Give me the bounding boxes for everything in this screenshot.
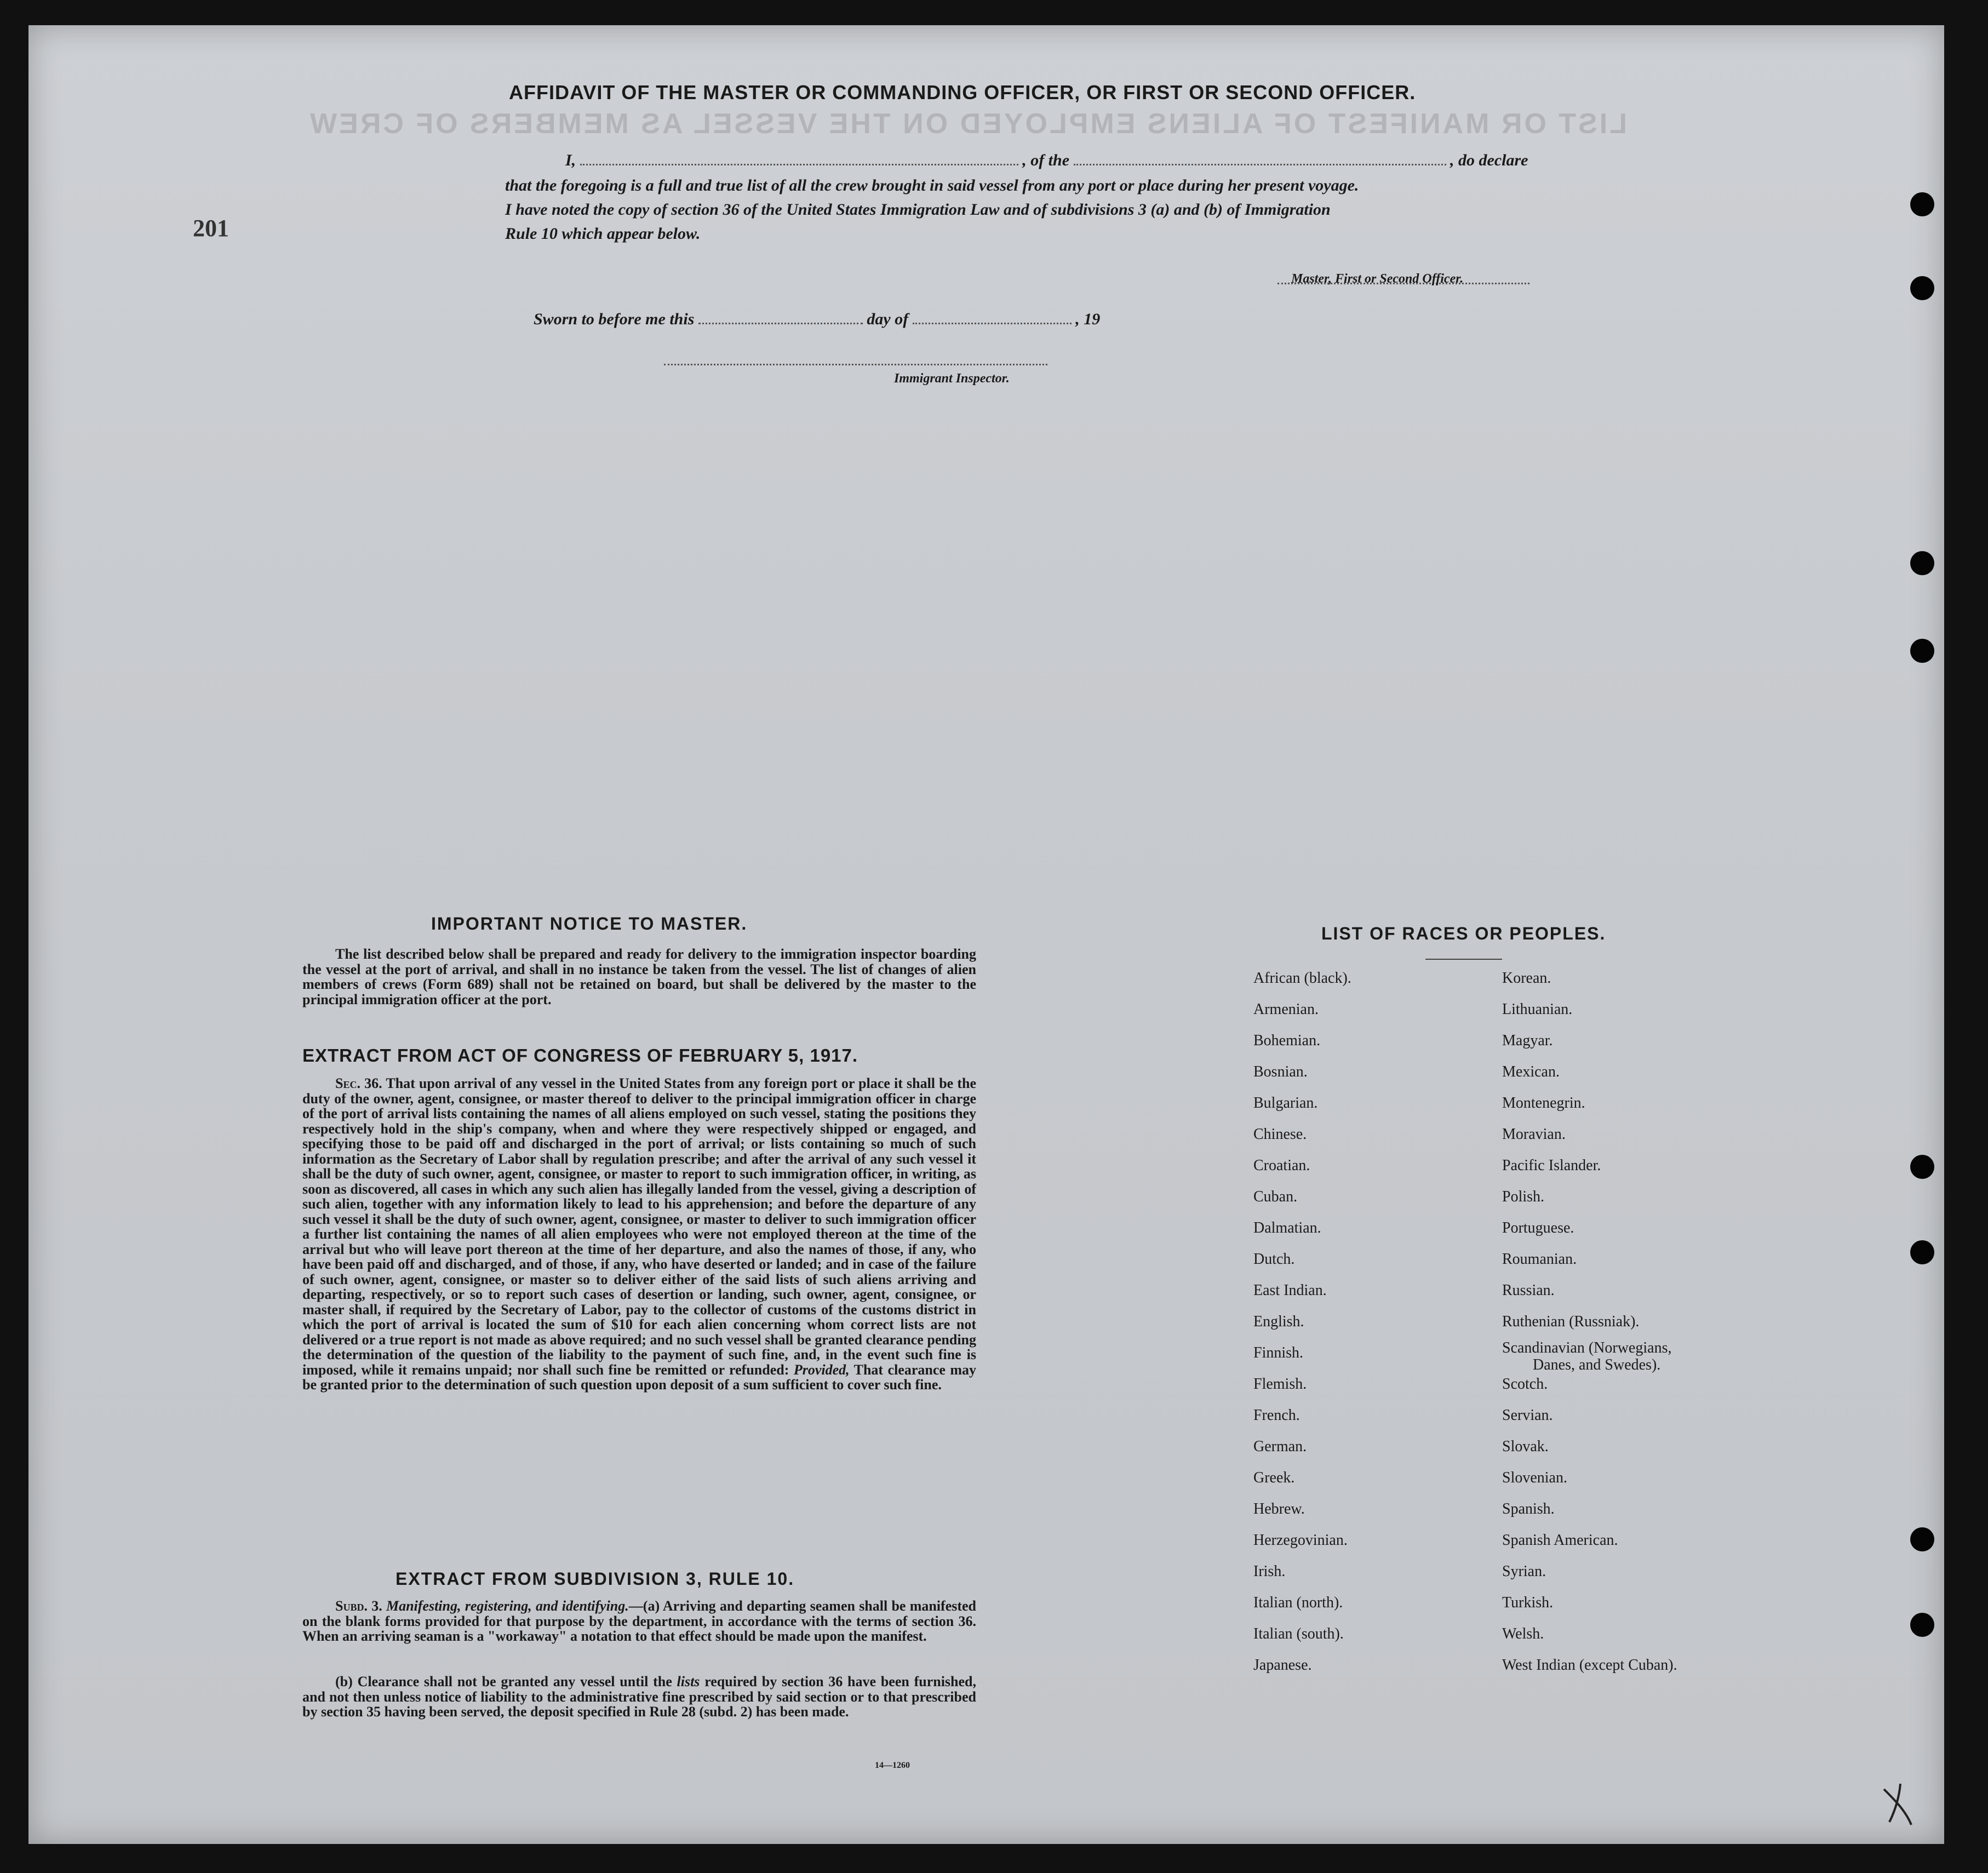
punch-hole	[1910, 1527, 1934, 1551]
race-item: East Indian.	[1253, 1282, 1327, 1299]
affidavit-line-2: that the foregoing is a full and true list of all the crew brought in said vessel from any port or place during her present voyage.	[505, 176, 1359, 194]
rule-extract-title: EXTRACT FROM SUBDIVISION 3, RULE 10.	[396, 1569, 795, 1589]
act-extract-body	[302, 1076, 976, 1393]
punch-hole	[1910, 192, 1934, 216]
race-item-continued: Danes, and Swedes).	[1533, 1356, 1661, 1373]
race-item: Flemish.	[1253, 1376, 1307, 1393]
para-a-text: —(a) Arriving and departing seamen shall be manifested on the blank forms provided for that purpose by the department, in accordance with the terms of section 36. When an arriving seaman is a "workaway" a notation to that effect should be made upon the manifest.	[302, 1598, 977, 1644]
day-blank	[698, 323, 863, 324]
sworn-line	[534, 310, 1100, 329]
race-item: Scandinavian (Norwegians,	[1502, 1339, 1672, 1356]
race-item: Bosnian.	[1253, 1063, 1308, 1080]
race-item: Ruthenian (Russniak).	[1502, 1313, 1640, 1330]
race-item: Spanish.	[1502, 1500, 1555, 1517]
month-blank	[913, 323, 1072, 324]
races-title-rule	[1425, 959, 1502, 960]
inspector-signature-line	[664, 364, 1047, 365]
provided-word: Provided,	[793, 1361, 850, 1378]
race-item: Chinese.	[1253, 1126, 1307, 1143]
pencil-mark-icon	[1878, 1778, 1922, 1828]
form-code: 14—1260	[875, 1761, 910, 1770]
rule-para-b	[302, 1674, 976, 1720]
race-item: English.	[1253, 1313, 1304, 1330]
inspector-label: Immigrant Inspector.	[894, 371, 1010, 386]
race-item: Finnish.	[1253, 1344, 1304, 1361]
margin-number: 201	[193, 215, 229, 242]
race-item: Servian.	[1502, 1407, 1553, 1424]
race-item: Italian (north).	[1253, 1594, 1343, 1611]
para-b-end: required by section 36 have been furnished, and not then unless notice of liability to the administrative fine prescribed by said section or to that prescribed by section 35 having been served, the deposit specified in Rule 28 (subd. 2) has been made.	[302, 1674, 976, 1720]
race-item: African (black).	[1253, 970, 1351, 987]
race-item: Slovak.	[1502, 1438, 1549, 1455]
race-item: Bulgarian.	[1253, 1095, 1318, 1112]
race-item: German.	[1253, 1438, 1307, 1455]
races-title: LIST OF RACES OR PEOPLES.	[1321, 924, 1606, 943]
race-item: Mexican.	[1502, 1063, 1560, 1080]
affidavit-line-1	[565, 151, 1528, 170]
race-item: Polish.	[1502, 1188, 1545, 1205]
para-b-start: (b) Clearance shall not be granted any vessel until the	[335, 1674, 672, 1689]
race-item: Cuban.	[1253, 1188, 1298, 1205]
section-text: That upon arrival of any vessel in the United States from any foreign port or place it shall be the duty of the owner, agent, consignee, or master thereof to deliver to the principal immigration officer in charge of the port of arrival lists containing the names of all aliens employed on such vessel, stating the positions they respectively hold in the ship's company, when and where they were respectively shipped or engaged, and specifying those to be paid off and discharged in the port of arrival; or lists containing so much of such information as the Secretary of Labor shall by regulation prescribe; and after the arrival of any such vessel it shall be the duty of such owner, agent, consignee, or master to report to such immigration officer, in writing, as soon as discovered, all cases in which any such alien has illegally landed from the vessel, giving a description of such alien, together with any information likely to lead to his apprehension; and before the departure of any such vessel it shall be the duty of such owner, agent, consignee, or master to deliver to such immigration officer a further list containing the names of all alien employees who were not employed thereon at the time of the arrival but who will leave port thereon at the time of her departure, and also the names of those, if any, who have been paid off and discharged, and of those, if any, who have deserted or landed; and in case of the failure of such owner, agent, consignee, or master so to deliver either of the said lists of such aliens arriving and departing, respectively, or so to report such cases of desertion or landing, such owner, agent, consignee, or master shall, if required by the Secretary of Labor, pay to the collector of customs of the customs district in which the port of arrival is located the sum of $10 for each alien concerning whom correct lists are not delivered or a true report is not made as above required; and no such vessel shall be granted clearance pending the determination of the question of the liability to the payment of such fine, and, in the event such fine is imposed, while it remains unpaid; nor shall such fine be remitted or refunded:	[302, 1075, 977, 1378]
race-item: Italian (south).	[1253, 1625, 1344, 1642]
race-item: Scotch.	[1502, 1376, 1548, 1393]
affidavit-line-4: Rule 10 which appear below.	[505, 225, 701, 243]
punch-hole	[1910, 551, 1934, 575]
punch-hole	[1910, 276, 1934, 300]
race-item: Irish.	[1253, 1563, 1286, 1580]
race-item: Syrian.	[1502, 1563, 1546, 1580]
race-item: Herzegovinian.	[1253, 1532, 1348, 1549]
bleed-through-title: LIST OR MANIFEST OF ALIENS EMPLOYED ON THE VESSEL AS MEMBERS OF CREW	[308, 108, 1627, 140]
race-item: Spanish American.	[1502, 1532, 1618, 1549]
punch-hole	[1910, 639, 1934, 663]
vessel-blank	[1074, 164, 1446, 165]
subd-label: Subd. 3.	[335, 1598, 382, 1614]
race-item: Dutch.	[1253, 1251, 1295, 1268]
race-item: West Indian (except Cuban).	[1502, 1657, 1677, 1674]
punch-hole	[1910, 1155, 1934, 1179]
signature-label: Master, First or Second Officer.	[1291, 272, 1464, 286]
affidavit-do-declare: , do declare	[1450, 151, 1528, 169]
race-item: Lithuanian.	[1502, 1001, 1573, 1018]
race-item: Greek.	[1253, 1469, 1295, 1486]
race-item: Japanese.	[1253, 1657, 1312, 1674]
race-item: Welsh.	[1502, 1625, 1544, 1642]
affidavit-of-the: , of the	[1022, 151, 1070, 169]
race-item: Pacific Islander.	[1502, 1157, 1601, 1174]
name-blank	[580, 164, 1018, 165]
race-item: Moravian.	[1502, 1126, 1566, 1143]
race-item: Dalmatian.	[1253, 1219, 1321, 1236]
race-item: Hebrew.	[1253, 1500, 1305, 1517]
sworn-year: , 19	[1075, 310, 1101, 328]
affidavit-i: I,	[565, 151, 576, 169]
subd-heading: Manifesting, registering, and identifying.	[386, 1598, 629, 1614]
race-item: French.	[1253, 1407, 1300, 1424]
race-item: Armenian.	[1253, 1001, 1319, 1018]
sworn-text: Sworn to before me this	[534, 310, 695, 328]
race-item: Portuguese.	[1502, 1219, 1574, 1236]
race-item: Korean.	[1502, 970, 1551, 987]
document-sheet	[28, 25, 1944, 1844]
race-item: Croatian.	[1253, 1157, 1310, 1174]
notice-body: The list described below shall be prepared and ready for delivery to the immigration inspector boarding the vessel at the port of arrival, and shall in no instance be taken from the vessel. The list of changes of alien members of crews (Form 689) shall not be retained on board, but shall be delivered by the master to the principal immigration officer at the port.	[302, 946, 976, 1007]
race-item: Slovenian.	[1502, 1469, 1567, 1486]
affidavit-title: AFFIDAVIT OF THE MASTER OR COMMANDING OFFICER, OR FIRST OR SECOND OFFICER.	[509, 81, 1416, 104]
race-item: Bohemian.	[1253, 1032, 1321, 1049]
punch-hole	[1910, 1613, 1934, 1637]
sworn-day-of: day of	[867, 310, 909, 328]
act-extract-title: EXTRACT FROM ACT OF CONGRESS OF FEBRUARY 5, 1917.	[302, 1045, 858, 1066]
race-item: Roumanian.	[1502, 1251, 1577, 1268]
notice-title: IMPORTANT NOTICE TO MASTER.	[431, 914, 748, 933]
race-item: Montenegrin.	[1502, 1095, 1585, 1112]
punch-hole	[1910, 1240, 1934, 1264]
race-item: Magyar.	[1502, 1032, 1553, 1049]
section-text-end: That clearance may be granted prior to the determination of such question upon deposit of a sum sufficient to cover such fine.	[302, 1361, 977, 1393]
para-b-lists: lists	[677, 1674, 700, 1689]
race-item: Russian.	[1502, 1282, 1555, 1299]
race-item: Turkish.	[1502, 1594, 1554, 1611]
rule-para-a	[302, 1599, 976, 1644]
section-label: Sec. 36.	[335, 1075, 382, 1091]
affidavit-line-3: I have noted the copy of section 36 of the United States Immigration Law and of subdivisions 3 (a) and (b) of Immigration	[505, 201, 1331, 219]
